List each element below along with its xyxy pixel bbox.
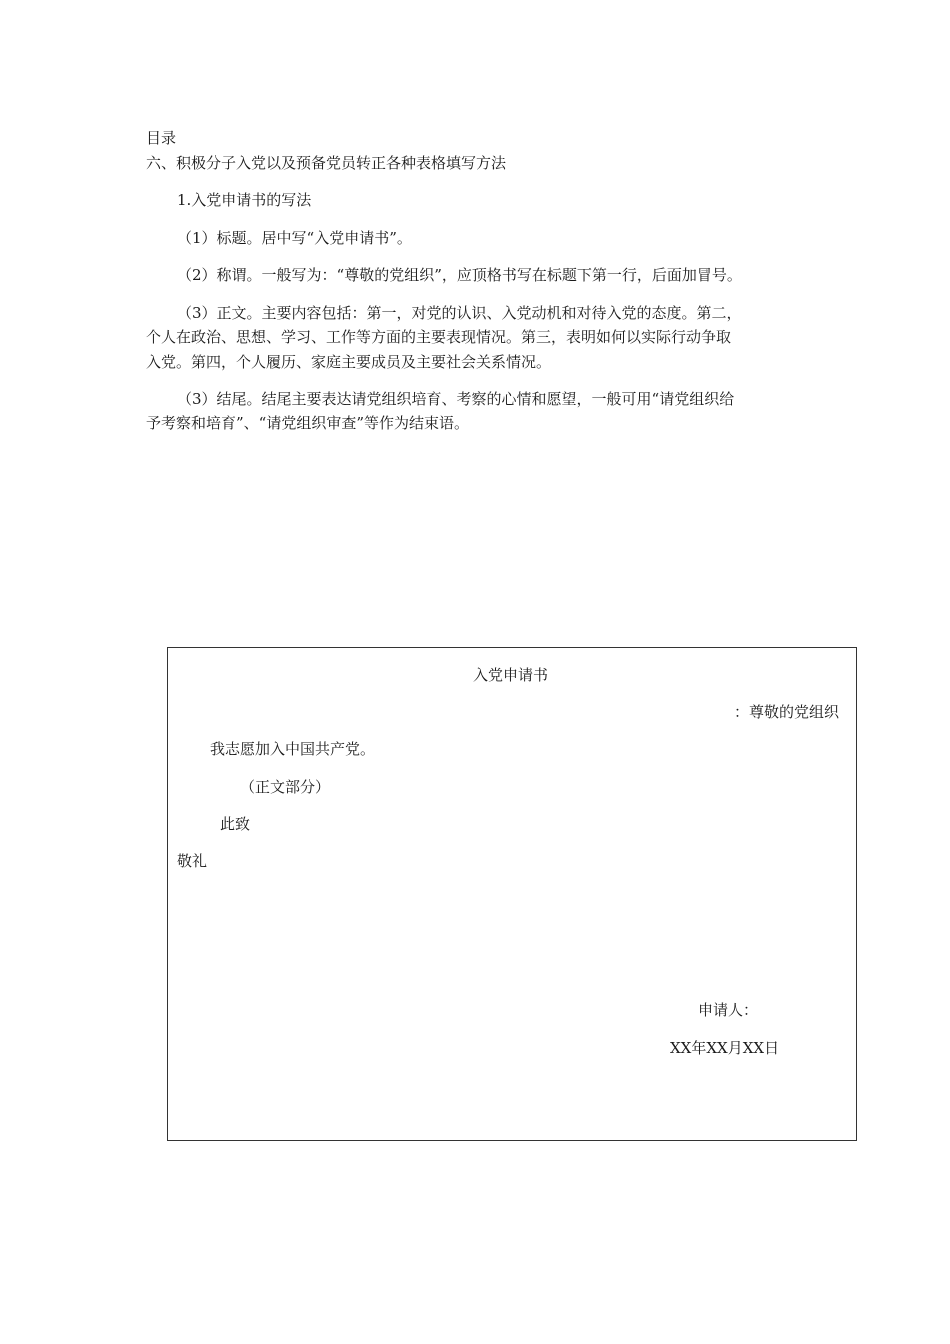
sample-letter-opening: 我志愿加入中国共产党。 bbox=[210, 740, 376, 758]
sample-letter-signature: 申请人： bbox=[698, 1001, 759, 1019]
sample-letter-box bbox=[167, 647, 857, 1141]
sample-letter-body-placeholder: （正文部分） bbox=[240, 778, 331, 796]
toc-label: 目录 bbox=[146, 129, 177, 147]
paragraph-line: 入党。第四，个人履历、家庭主要成员及主要社会关系情况。 bbox=[146, 353, 552, 371]
paragraph-line: 个人在政治、思想、学习、工作等方面的主要表现情况。第三，表明如何以实际行动争取 bbox=[146, 328, 732, 346]
sample-letter-closing-1: 此致 bbox=[220, 815, 251, 833]
paragraph-title-rule: （1）标题。居中写“入党申请书”。 bbox=[177, 229, 412, 247]
section-title: 六、积极分子入党以及预备党员转正各种表格填写方法 bbox=[146, 154, 507, 172]
sample-letter-date: XX年XX月XX日 bbox=[670, 1039, 780, 1057]
sample-letter-title: 入党申请书 bbox=[473, 666, 549, 684]
paragraph-salutation-rule: （2）称谓。一般写为：“尊敬的党组织”，应顶格书写在标题下第一行，后面加冒号。 bbox=[177, 266, 742, 284]
paragraph-line: 予考察和培育”、“请党组织审查”等作为结束语。 bbox=[146, 414, 470, 432]
sample-letter-salutation: ：尊敬的党组织 bbox=[734, 703, 840, 721]
subsection-title: 1.入党申请书的写法 bbox=[177, 191, 312, 209]
paragraph-line: （3）正文。主要内容包括：第一，对党的认识、入党动机和对待入党的态度。第二， bbox=[177, 304, 742, 322]
sample-letter-closing-2: 敬礼 bbox=[177, 852, 208, 870]
paragraph-line: （3）结尾。结尾主要表达请党组织培育、考察的心情和愿望，一般可用“请党组织给 bbox=[177, 390, 735, 408]
